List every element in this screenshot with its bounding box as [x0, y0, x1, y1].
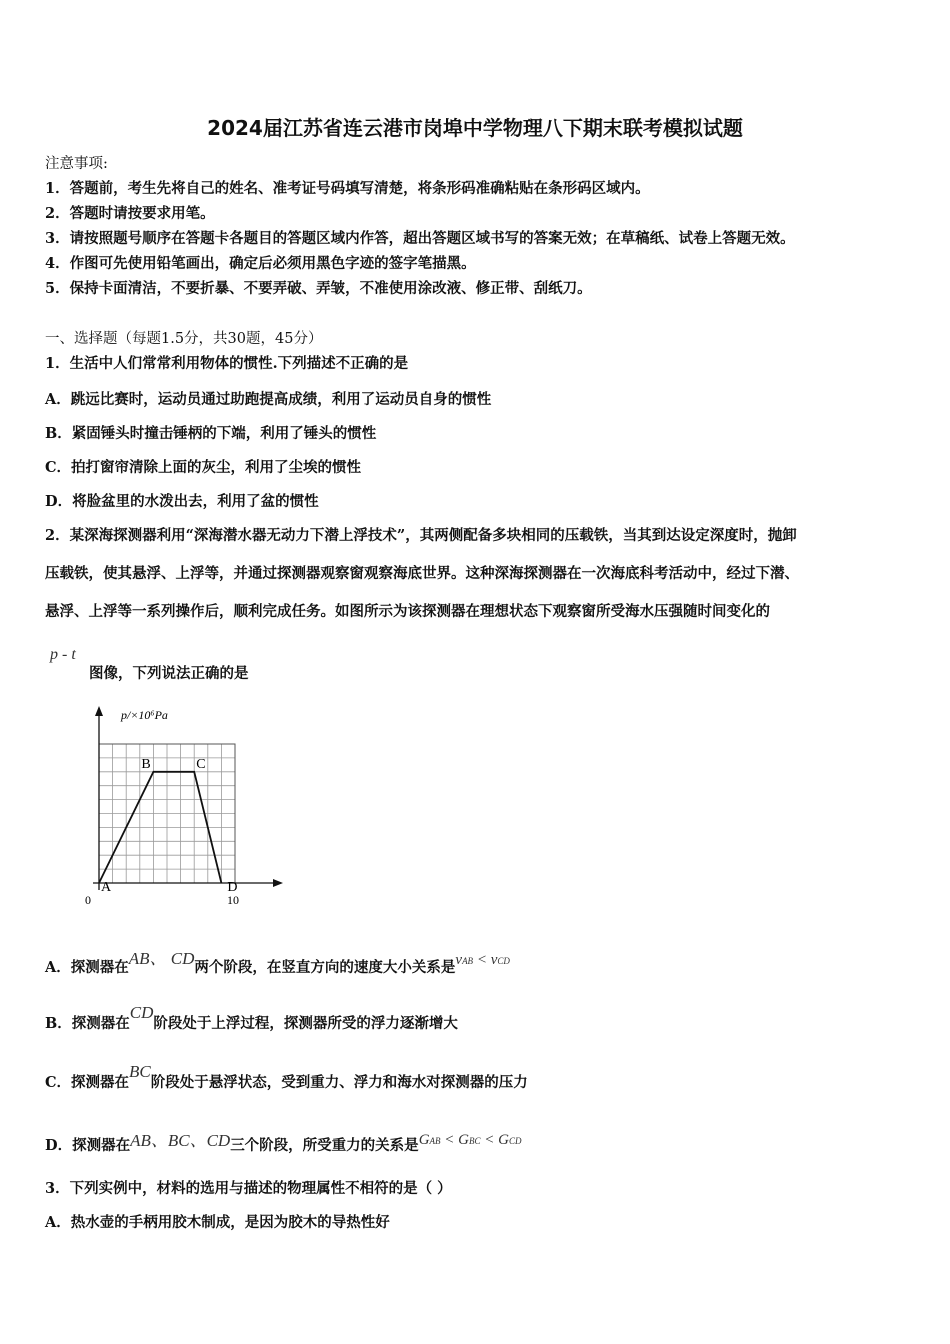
velocity-relation: vAB < vCD	[455, 952, 510, 968]
notice-item: 2．答题时请按要求用笔。	[45, 205, 215, 222]
pressure-time-chart	[75, 700, 295, 915]
q2-option-c-suffix: 阶段处于悬浮状态，受到重力、浮力和海水对探测器的压力	[150, 1074, 528, 1091]
notice-item: 5．保持卡面清洁，不要折暴、不要弄破、弄皱，不准使用涂改液、修正带、刮纸刀。	[45, 280, 592, 297]
origin-tick-label: 0	[85, 893, 91, 907]
notice-item: 4．作图可先使用铅笔画出，确定后必须用黑色字迹的签字笔描黑。	[45, 255, 476, 272]
q2-option-b-prefix: B．探测器在	[45, 1015, 130, 1032]
q2-option-b-math: CD	[129, 1003, 154, 1022]
q2-stem-tail: 图像，下列说法正确的是	[89, 665, 249, 682]
chart-grid	[99, 744, 235, 883]
q1-stem: 1．生活中人们常常利用物体的惯性.下列描述不正确的是	[45, 355, 409, 372]
point-label-a: A	[101, 880, 112, 895]
notice-item: 1．答题前，考生先将自己的姓名、准考证号码填写清楚，将条形码准确粘贴在条形码区域内。	[45, 180, 650, 197]
notice-heading: 注意事项:	[45, 156, 108, 172]
q3-stem: 3．下列实例中，材料的选用与描述的物理属性不相符的是（ ）	[45, 1180, 452, 1197]
q2-option-c-math: BC	[129, 1062, 151, 1081]
q2-option-b	[45, 1003, 458, 1033]
y-axis-label: p/×10⁶Pa	[121, 708, 168, 722]
x-tick-label: 10	[227, 893, 239, 907]
point-label-d: D	[227, 880, 238, 895]
pt-symbol: p - t	[50, 646, 76, 663]
q2-option-a-math: AB、 CD	[128, 949, 195, 968]
q2-stem-line: 悬浮、上浮等一系列操作后，顺利完成任务。如图所示为该探测器在理想状态下观察窗所受海水压强随时间变化的	[45, 603, 770, 620]
q2-option-c-prefix: C．探测器在	[45, 1074, 130, 1091]
q1-option-d: D．将脸盆里的水泼出去，利用了盆的惯性	[45, 493, 319, 510]
x-axis-arrow	[273, 879, 283, 887]
q2-option-a-prefix: A．探测器在	[45, 959, 129, 976]
q2-stem-line: 2．某深海探测器利用“深海潜水器无动力下潜上浮技术”，其两侧配备多块相同的压载铁，当其到达设定深度时，抛卸	[45, 527, 797, 544]
q2-option-d-prefix: D．探测器在	[45, 1137, 131, 1154]
q3-option-a: A．热水壶的手柄用胶木制成，是因为胶木的导热性好	[45, 1214, 390, 1231]
q2-option-b-suffix: 阶段处于上浮过程，探测器所受的浮力逐渐增大	[153, 1015, 458, 1032]
gravity-relation: GAB < GBC < GCD	[418, 1132, 522, 1148]
q2-option-a	[45, 949, 510, 977]
q2-option-c	[45, 1062, 528, 1092]
q1-option-b: B．紧固锤头时撞击锤柄的下端，利用了锤头的惯性	[45, 425, 377, 442]
page-title: 2024届江苏省连云港市岗埠中学物理八下期末联考模拟试题	[207, 116, 743, 140]
notice-item: 3．请按照题号顺序在答题卡各题目的答题区域内作答，超出答题区域书写的答案无效；在草稿纸、试卷上答题无效。	[45, 230, 795, 247]
q2-option-d	[45, 1130, 522, 1155]
y-axis-arrow	[95, 706, 103, 716]
q1-option-a: A．跳远比赛时，运动员通过助跑提高成绩，利用了运动员自身的惯性	[45, 391, 492, 408]
q2-stem-line: 压载铁，使其悬浮、上浮等，并通过探测器观察窗观察海底世界。这种深海探测器在一次海底科考活动中，经过下潜、	[45, 565, 799, 582]
q1-option-c: C．拍打窗帘清除上面的灰尘，利用了尘埃的惯性	[45, 459, 362, 476]
point-label-b: B	[141, 756, 151, 772]
section-heading: 一、选择题（每题1.5分，共30题，45分）	[45, 331, 323, 347]
q2-option-a-mid: 两个阶段，在竖直方向的速度大小关系是	[194, 959, 456, 976]
q2-option-d-mid: 三个阶段，所受重力的关系是	[230, 1137, 419, 1154]
q2-option-d-math: AB、BC、CD	[130, 1131, 231, 1150]
point-label-c: C	[196, 756, 206, 772]
